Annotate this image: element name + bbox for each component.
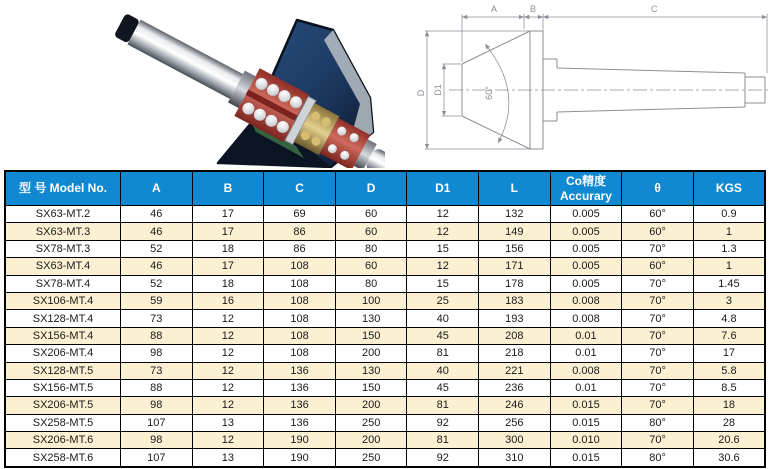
column-header-0: 型 号 Model No.: [5, 171, 121, 206]
table-row-SX206-MT.6: [5, 432, 765, 449]
value-cell: 25: [407, 292, 479, 309]
column-header-3: C: [264, 171, 336, 206]
dim-label-d: D: [416, 89, 426, 97]
value-cell: 221: [479, 362, 551, 379]
model-cell: SX206-MT.5: [5, 397, 121, 414]
value-cell: 73: [121, 362, 193, 379]
model-cell: SX206-MT.4: [5, 345, 121, 362]
header-row: [5, 171, 765, 206]
value-cell: 1.3: [693, 240, 765, 257]
value-cell: 80: [335, 240, 407, 257]
table-row-SX128-MT.5: [5, 362, 765, 379]
value-cell: 1.45: [693, 275, 765, 292]
value-cell: 132: [479, 206, 551, 223]
value-cell: 92: [407, 414, 479, 431]
table-row-SX106-MT.4: [5, 292, 765, 309]
value-cell: 108: [264, 275, 336, 292]
value-cell: 3: [693, 292, 765, 309]
value-cell: 136: [264, 379, 336, 396]
value-cell: 0.005: [550, 258, 622, 275]
value-cell: 107: [121, 449, 193, 467]
value-cell: 12: [192, 310, 264, 327]
value-cell: 171: [479, 258, 551, 275]
value-cell: 60: [335, 206, 407, 223]
value-cell: 15: [407, 275, 479, 292]
table-row-SX206-MT.5: [5, 397, 765, 414]
value-cell: 12: [192, 379, 264, 396]
column-header-2: B: [192, 171, 264, 206]
value-cell: 107: [121, 414, 193, 431]
value-cell: 208: [479, 327, 551, 344]
value-cell: 52: [121, 240, 193, 257]
value-cell: 193: [479, 310, 551, 327]
witness-lines: [425, 14, 767, 149]
value-cell: 12: [192, 327, 264, 344]
value-cell: 13: [192, 414, 264, 431]
value-cell: 0.005: [550, 223, 622, 240]
value-cell: 12: [407, 223, 479, 240]
value-cell: 250: [335, 414, 407, 431]
value-cell: 183: [479, 292, 551, 309]
value-cell: 0.008: [550, 362, 622, 379]
value-cell: 0.008: [550, 292, 622, 309]
value-cell: 250: [335, 449, 407, 467]
value-cell: 200: [335, 397, 407, 414]
value-cell: 86: [264, 240, 336, 257]
value-cell: 12: [407, 206, 479, 223]
value-cell: 81: [407, 397, 479, 414]
value-cell: 0.008: [550, 310, 622, 327]
model-cell: SX156-MT.4: [5, 327, 121, 344]
value-cell: 18: [693, 397, 765, 414]
value-cell: 81: [407, 345, 479, 362]
value-cell: 8.5: [693, 379, 765, 396]
value-cell: 1: [693, 223, 765, 240]
value-cell: 178: [479, 275, 551, 292]
value-cell: 46: [121, 223, 193, 240]
value-cell: 18: [192, 240, 264, 257]
model-cell: SX258-MT.5: [5, 414, 121, 431]
dimension-lines: [427, 17, 767, 149]
column-header-1: A: [121, 171, 193, 206]
table-row-SX156-MT.5: [5, 379, 765, 396]
value-cell: 16: [192, 292, 264, 309]
dimension-drawing: [413, 0, 770, 168]
value-cell: 150: [335, 379, 407, 396]
value-cell: 45: [407, 379, 479, 396]
value-cell: 190: [264, 432, 336, 449]
value-cell: 236: [479, 379, 551, 396]
value-cell: 12: [192, 345, 264, 362]
value-cell: 15: [407, 240, 479, 257]
column-header-7: Co精度 Accurary: [550, 171, 622, 206]
value-cell: 13: [192, 449, 264, 467]
table-row-SX63-MT.2: [5, 206, 765, 223]
value-cell: 70°: [622, 275, 694, 292]
column-header-9: KGS: [693, 171, 765, 206]
value-cell: 80°: [622, 449, 694, 467]
value-cell: 70°: [622, 362, 694, 379]
value-cell: 0.005: [550, 206, 622, 223]
model-cell: SX63-MT.2: [5, 206, 121, 223]
value-cell: 150: [335, 327, 407, 344]
value-cell: 200: [335, 432, 407, 449]
spec-table-body: [5, 206, 765, 467]
value-cell: 0.01: [550, 327, 622, 344]
value-cell: 80: [335, 275, 407, 292]
value-cell: 1: [693, 258, 765, 275]
column-header-5: D1: [407, 171, 479, 206]
value-cell: 70°: [622, 310, 694, 327]
value-cell: 12: [192, 397, 264, 414]
value-cell: 86: [264, 223, 336, 240]
value-cell: 0.01: [550, 345, 622, 362]
dim-label-c: C: [651, 4, 658, 14]
dim-label-b: B: [530, 4, 537, 14]
model-cell: SX63-MT.3: [5, 223, 121, 240]
value-cell: 17: [693, 345, 765, 362]
value-cell: 18: [192, 275, 264, 292]
value-cell: 0.015: [550, 414, 622, 431]
value-cell: 130: [335, 362, 407, 379]
value-cell: 108: [264, 345, 336, 362]
value-cell: 200: [335, 345, 407, 362]
spec-table-header: [5, 171, 765, 206]
value-cell: 70°: [622, 397, 694, 414]
value-cell: 0.005: [550, 240, 622, 257]
value-cell: 70°: [622, 432, 694, 449]
model-cell: SX106-MT.4: [5, 292, 121, 309]
table-row-SX128-MT.4: [5, 310, 765, 327]
table-row-SX63-MT.3: [5, 223, 765, 240]
value-cell: 70°: [622, 379, 694, 396]
column-header-6: L: [479, 171, 551, 206]
value-cell: 12: [407, 258, 479, 275]
column-header-8: θ: [622, 171, 694, 206]
value-cell: 80°: [622, 414, 694, 431]
value-cell: 0.015: [550, 449, 622, 467]
model-cell: SX78-MT.4: [5, 275, 121, 292]
table-row-SX258-MT.6: [5, 449, 765, 467]
value-cell: 108: [264, 310, 336, 327]
value-cell: 92: [407, 449, 479, 467]
column-header-4: D: [335, 171, 407, 206]
value-cell: 0.015: [550, 397, 622, 414]
taper-shank: [127, 20, 243, 99]
table-row-SX156-MT.4: [5, 327, 765, 344]
value-cell: 190: [264, 449, 336, 467]
value-cell: 7.6: [693, 327, 765, 344]
value-cell: 136: [264, 362, 336, 379]
value-cell: 73: [121, 310, 193, 327]
value-cell: 17: [192, 206, 264, 223]
value-cell: 28: [693, 414, 765, 431]
table-row-SX63-MT.4: [5, 258, 765, 275]
value-cell: 60°: [622, 258, 694, 275]
value-cell: 0.005: [550, 275, 622, 292]
value-cell: 0.9: [693, 206, 765, 223]
value-cell: 60: [335, 258, 407, 275]
value-cell: 40: [407, 362, 479, 379]
value-cell: 130: [335, 310, 407, 327]
table-row-SX78-MT.4: [5, 275, 765, 292]
value-cell: 218: [479, 345, 551, 362]
value-cell: 46: [121, 258, 193, 275]
value-cell: 46: [121, 206, 193, 223]
value-cell: 98: [121, 345, 193, 362]
value-cell: 300: [479, 432, 551, 449]
dim-label-a: A: [491, 4, 498, 14]
value-cell: 59: [121, 292, 193, 309]
value-cell: 70°: [622, 292, 694, 309]
model-cell: SX63-MT.4: [5, 258, 121, 275]
value-cell: 4.8: [693, 310, 765, 327]
value-cell: 70°: [622, 345, 694, 362]
value-cell: 136: [264, 414, 336, 431]
value-cell: 20.6: [693, 432, 765, 449]
table-row-SX206-MT.4: [5, 345, 765, 362]
product-photo: [100, 0, 385, 168]
value-cell: 88: [121, 379, 193, 396]
model-cell: SX128-MT.4: [5, 310, 121, 327]
model-cell: SX206-MT.6: [5, 432, 121, 449]
table-row-SX78-MT.3: [5, 240, 765, 257]
table-row-SX258-MT.5: [5, 414, 765, 431]
value-cell: 88: [121, 327, 193, 344]
dim-label-d1: D1: [433, 84, 443, 96]
spec-table: [4, 170, 766, 468]
model-cell: SX78-MT.3: [5, 240, 121, 257]
value-cell: 60°: [622, 206, 694, 223]
value-cell: 108: [264, 327, 336, 344]
value-cell: 156: [479, 240, 551, 257]
dim-label-angle: 60°: [484, 86, 494, 100]
value-cell: 45: [407, 327, 479, 344]
value-cell: 256: [479, 414, 551, 431]
value-cell: 0.01: [550, 379, 622, 396]
value-cell: 98: [121, 397, 193, 414]
value-cell: 310: [479, 449, 551, 467]
value-cell: 17: [192, 258, 264, 275]
value-cell: 108: [264, 258, 336, 275]
value-cell: 98: [121, 432, 193, 449]
value-cell: 30.6: [693, 449, 765, 467]
value-cell: 60°: [622, 223, 694, 240]
value-cell: 149: [479, 223, 551, 240]
value-cell: 100: [335, 292, 407, 309]
value-cell: 12: [192, 362, 264, 379]
model-cell: SX128-MT.5: [5, 362, 121, 379]
model-cell: SX156-MT.5: [5, 379, 121, 396]
model-cell: SX258-MT.6: [5, 449, 121, 467]
value-cell: 136: [264, 397, 336, 414]
value-cell: 5.8: [693, 362, 765, 379]
value-cell: 69: [264, 206, 336, 223]
value-cell: 17: [192, 223, 264, 240]
value-cell: 70°: [622, 327, 694, 344]
value-cell: 0.010: [550, 432, 622, 449]
value-cell: 81: [407, 432, 479, 449]
value-cell: 70°: [622, 240, 694, 257]
value-cell: 60: [335, 223, 407, 240]
value-cell: 52: [121, 275, 193, 292]
value-cell: 40: [407, 310, 479, 327]
value-cell: 12: [192, 432, 264, 449]
value-cell: 246: [479, 397, 551, 414]
value-cell: 108: [264, 292, 336, 309]
